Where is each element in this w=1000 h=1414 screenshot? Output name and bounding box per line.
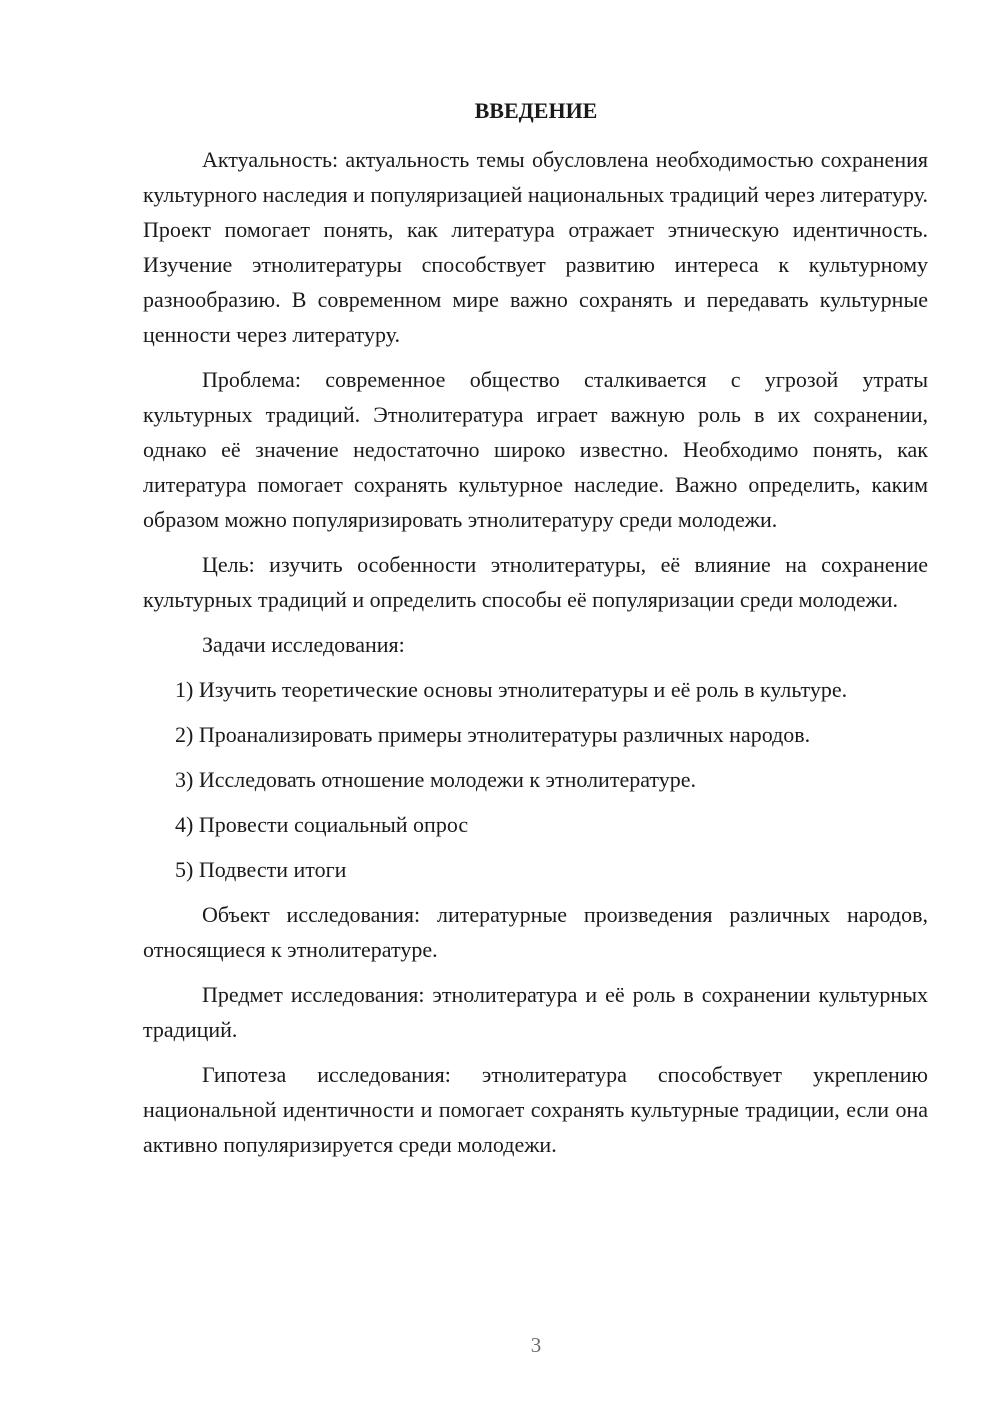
task-item: 2) Проанализировать примеры этнолитературы различных народов.: [175, 722, 811, 747]
problem-paragraph: Проблема: современное общество сталкивается с угрозой утраты культурных традиций. Этнолитература играет важную роль в их сохранении, однако её значение недостаточно широко известно. Необходимо понять, как литература помогает сохранять культурное наследие. Важно определить, каким образом можно популяризировать этнолитературу среди молодежи.: [143, 367, 928, 532]
hypothesis-paragraph: Гипотеза исследования: этнолитература способствует укреплению национальной идентичности и помогает сохранять культурные традиции, если она активно популяризируется среди молодежи.: [143, 1062, 928, 1157]
page-title: ВВЕДЕНИЕ: [474, 98, 598, 123]
page-number: 3: [530, 1333, 542, 1357]
goal-paragraph: Цель: изучить особенности этнолитературы, её влияние на сохранение культурных традиций и определить способы её популяризации среди молодежи.: [143, 552, 928, 612]
task-item: 3) Исследовать отношение молодежи к этнолитературе.: [175, 767, 696, 792]
tasks-heading: Задачи исследования:: [202, 632, 405, 657]
task-item: 5) Подвести итоги: [175, 857, 347, 882]
subject-paragraph: Предмет исследования: этнолитература и её роль в сохранении культурных традиций.: [143, 982, 928, 1042]
relevance-paragraph: Актуальность: актуальность темы обусловлена необходимостью сохранения культурного наследия и популяризацией национальных традиций через литературу. Проект помогает понять, как литература отражает этническую идентичность. Изучение этнолитературы способствует развитию интереса к культурному разнообразию. В современном мире важно сохранять и передавать культурные ценности через литературу.: [143, 147, 928, 347]
object-paragraph: Объект исследования: литературные произведения различных народов, относящиеся к этнолитературе.: [143, 902, 928, 962]
task-item: 4) Провести социальный опрос: [175, 812, 469, 837]
task-item: 1) Изучить теоретические основы этнолитературы и её роль в культуре.: [175, 677, 848, 702]
document-body: [143, 142, 928, 1172]
